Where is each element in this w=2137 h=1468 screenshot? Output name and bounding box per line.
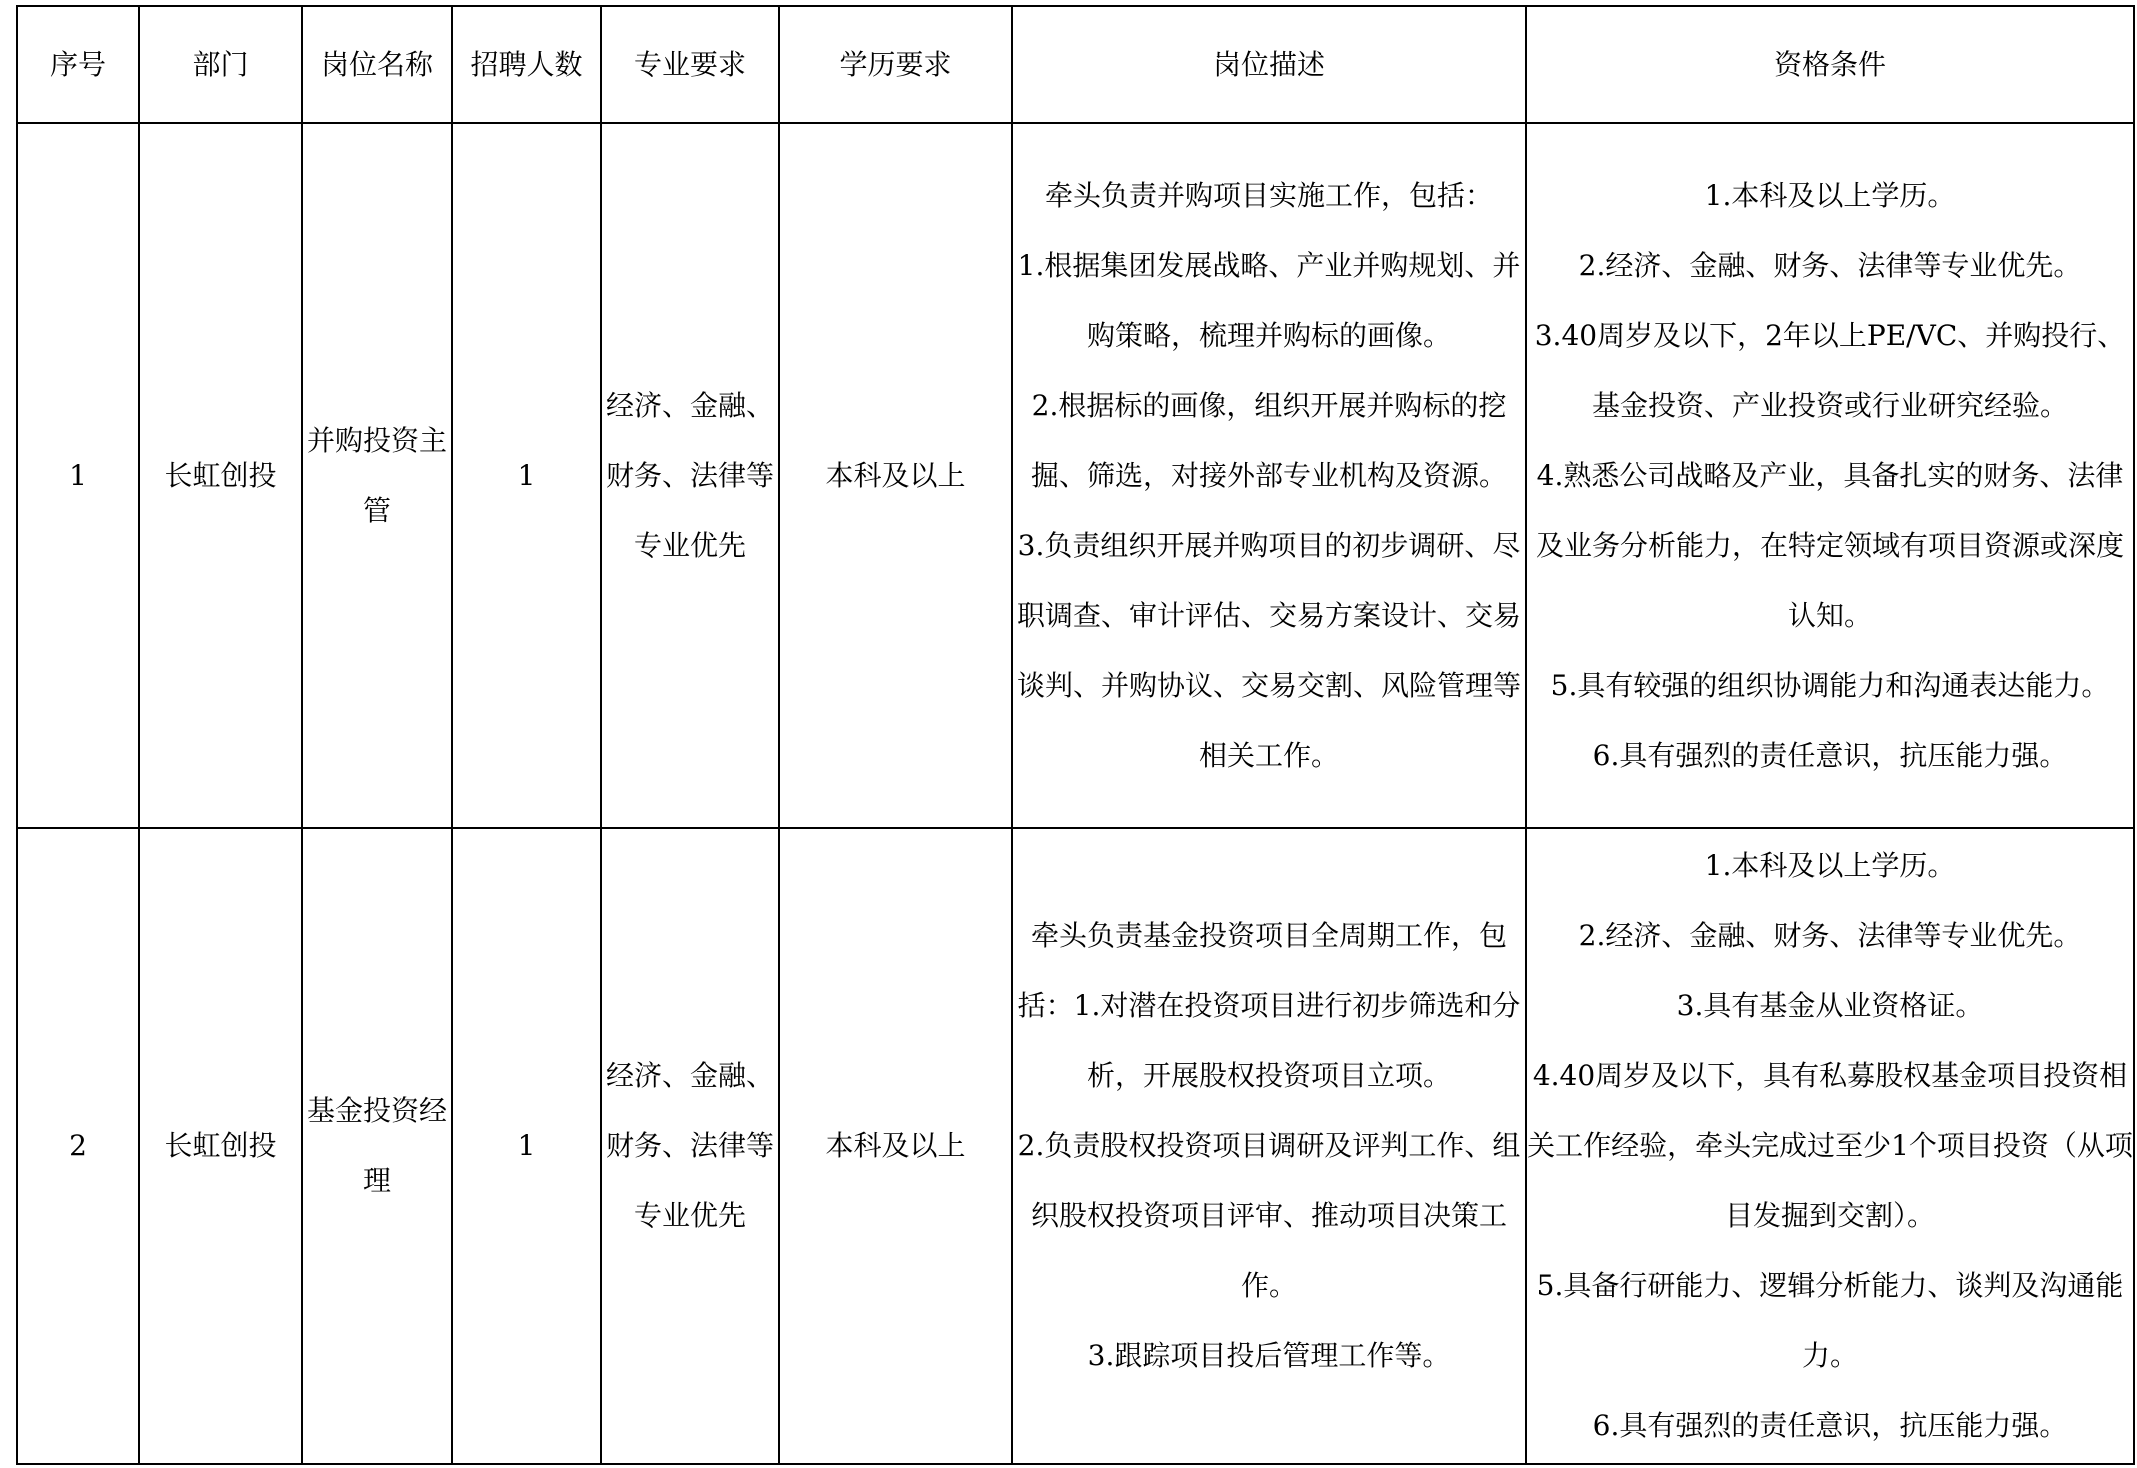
cell-position: 并购投资主管	[302, 123, 452, 828]
description-paragraph: 3.负责组织开展并购项目的初步调研、尽职调查、审计评估、交易方案设计、交易谈判、并购协议、交易交割、风险管理等相关工作。	[1016, 528, 1521, 772]
cell-index: 1	[17, 123, 139, 828]
cell-department: 长虹创投	[139, 828, 302, 1464]
qualification-item: 3.具有基金从业资格证。	[1676, 989, 1984, 1022]
cell-description	[1012, 828, 1526, 1464]
qualification-item: 2.经济、金融、财务、法律等专业优先。	[1578, 248, 2082, 282]
cell-major: 经济、金融、财务、法律等专业优先	[601, 828, 779, 1464]
description-paragraph: 2.负责股权投资项目调研及评判工作、组织股权投资项目评审、推动项目决策工作。	[1017, 1129, 1521, 1302]
header-position: 岗位名称	[302, 6, 452, 123]
description-paragraph: 2.根据标的画像，组织开展并购标的挖掘、筛选，对接外部专业机构及资源。	[1030, 388, 1507, 492]
qualification-item: 5.具有较强的组织协调能力和沟通表达能力。	[1550, 668, 2110, 702]
description-paragraph: 牵头负责基金投资项目全周期工作，包括：1.对潜在投资项目进行初步筛选和分析，开展股权投资项目立项。	[1017, 919, 1521, 1092]
header-department: 部门	[139, 6, 302, 123]
qualification-item: 4.40周岁及以下，具有私募股权基金项目投资相关工作经验，牵头完成过至少1个项目投资（从项目发掘到交割）。	[1527, 1059, 2133, 1232]
qualification-item: 4.熟悉公司战略及产业，具备扎实的财务、法律及业务分析能力，在特定领域有项目资源或深度认知。	[1535, 458, 2124, 632]
header-education: 学历要求	[779, 6, 1012, 123]
cell-index: 2	[17, 828, 139, 1464]
header-major: 专业要求	[601, 6, 779, 123]
recruitment-table	[16, 5, 2135, 1465]
cell-count: 1	[452, 828, 601, 1464]
cell-count: 1	[452, 123, 601, 828]
table-row	[17, 123, 2134, 828]
description-paragraph: 牵头负责并购项目实施工作，包括：	[1044, 178, 1493, 212]
description-paragraph: 3.跟踪项目投后管理工作等。	[1087, 1339, 1451, 1372]
description-paragraph: 1.根据集团发展战略、产业并购规划、并购策略，梳理并购标的画像。	[1017, 248, 1521, 352]
header-index: 序号	[17, 6, 139, 123]
cell-education: 本科及以上	[779, 123, 1012, 828]
cell-description	[1012, 123, 1526, 828]
cell-position: 基金投资经理	[302, 828, 452, 1464]
header-qualifications: 资格条件	[1526, 6, 2134, 123]
cell-qualifications	[1526, 123, 2134, 828]
qualification-item: 1.本科及以上学历。	[1704, 178, 1956, 212]
qualification-item: 6.具有强烈的责任意识，抗压能力强。	[1592, 1409, 2068, 1442]
qualification-item: 2.经济、金融、财务、法律等专业优先。	[1578, 919, 2082, 952]
qualification-item: 6.具有强烈的责任意识，抗压能力强。	[1592, 738, 2068, 772]
cell-education: 本科及以上	[779, 828, 1012, 1464]
cell-department: 长虹创投	[139, 123, 302, 828]
cell-major: 经济、金融、财务、法律等专业优先	[601, 123, 779, 828]
qualification-item: 5.具备行研能力、逻辑分析能力、谈判及沟通能力。	[1536, 1269, 2124, 1372]
header-row	[17, 6, 2134, 123]
qualification-item: 3.40周岁及以下，2年以上PE/VC、并购投行、基金投资、产业投资或行业研究经验。	[1534, 318, 2126, 422]
table-row	[17, 828, 2134, 1464]
qualification-item: 1.本科及以上学历。	[1704, 849, 1956, 882]
cell-qualifications	[1526, 828, 2134, 1464]
header-description: 岗位描述	[1012, 6, 1526, 123]
header-count: 招聘人数	[452, 6, 601, 123]
